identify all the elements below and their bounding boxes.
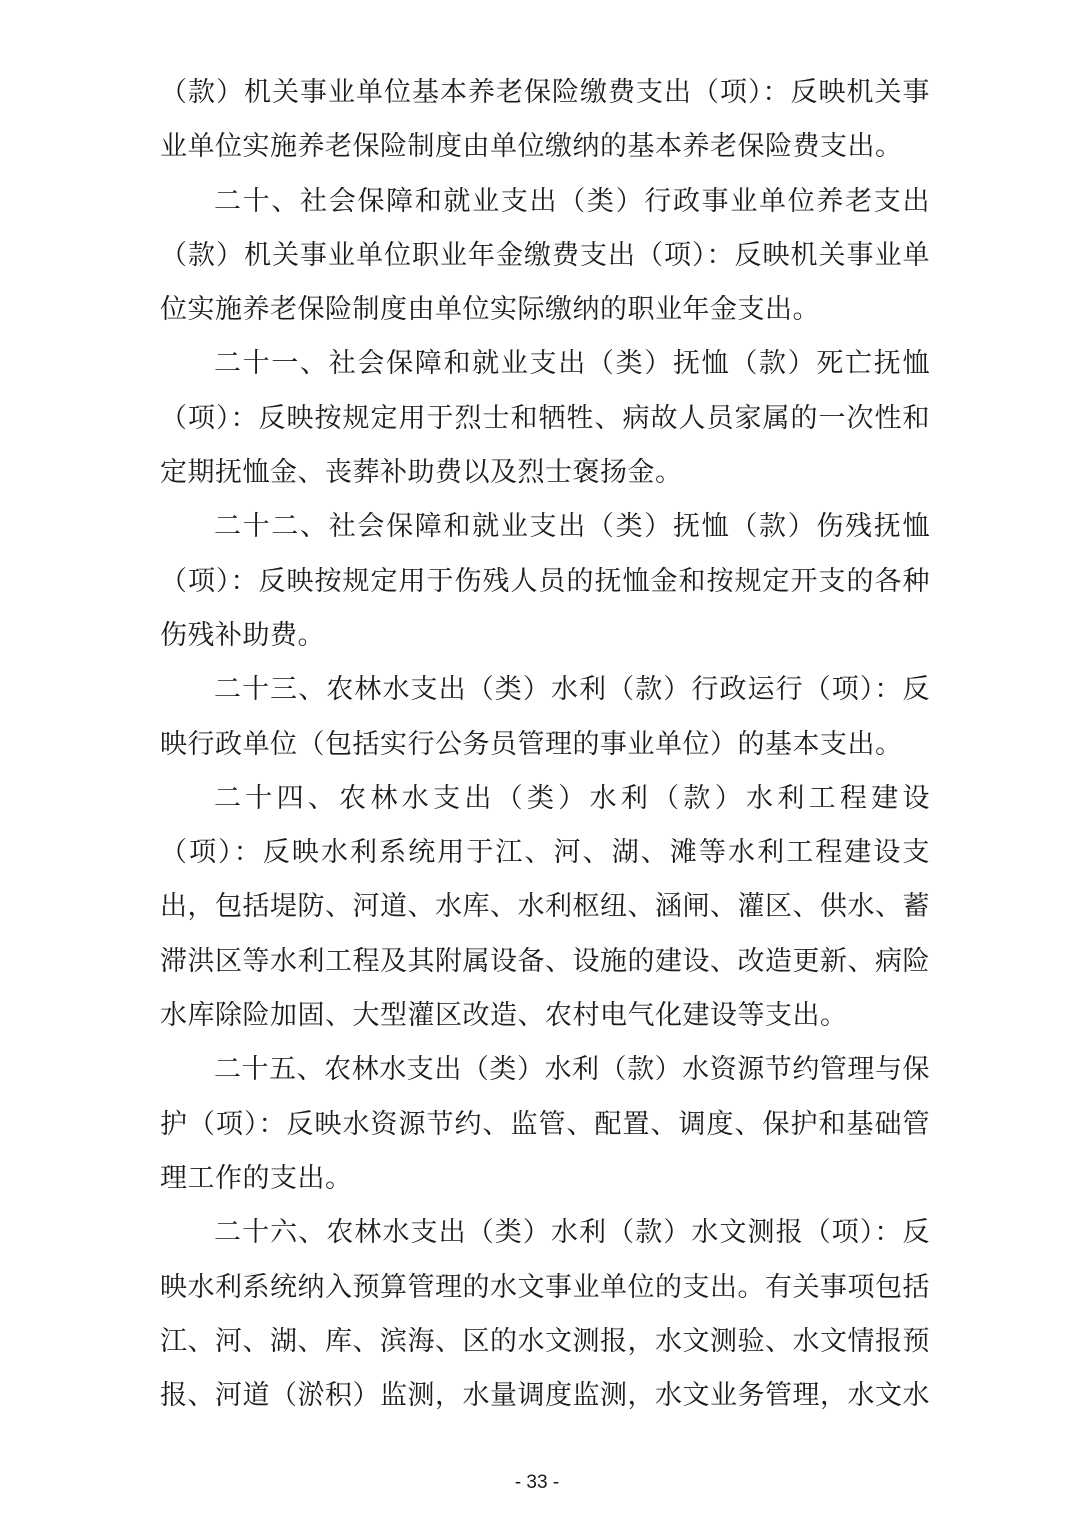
paragraph-item-21: 二十一、社会保障和就业支出（类）抚恤（款）死亡抚恤（项）：反映按规定用于烈士和牺牲、病故人员家属的一次性和定期抚恤金、丧葬补助费以及烈士褒扬金。: [160, 348, 930, 489]
paragraph-item-25: 二十五、农林水支出（类）水利（款）水资源节约管理与保护（项）：反映水资源节约、监管、配置、调度、保护和基础管理工作的支出。: [160, 1054, 930, 1194]
paragraph-item-24: 二十四、农林水支出（类）水利（款）水利工程建设（项）：反映水利系统用于江、河、湖、滩等水利工程建设支出，包括堤防、河道、水库、水利枢纽、涵闸、灌区、供水、蓄滞洪区等水利工程及其附属设备、设施的建设、改造更新、病险水库除险加固、大型灌区改造、农村电气化建设等支出。: [160, 782, 930, 1032]
body-text: [160, 66, 930, 1423]
paragraph-item-20: 二十、社会保障和就业支出（类）行政事业单位养老支出（款）机关事业单位职业年金缴费支出（项）：反映机关事业单位实施养老保险制度由单位实际缴纳的职业年金支出。: [160, 185, 930, 326]
page-number: - 33 -: [514, 1472, 560, 1493]
paragraph-continuation: （款）机关事业单位基本养老保险缴费支出（项）：反映机关事业单位实施养老保险制度由单位缴纳的基本养老保险费支出。: [160, 77, 930, 163]
paragraph-item-23: 二十三、农林水支出（类）水利（款）行政运行（项）：反映行政单位（包括实行公务员管理的事业单位）的基本支出。: [160, 674, 930, 760]
paragraph-item-22: 二十二、社会保障和就业支出（类）抚恤（款）伤残抚恤（项）：反映按规定用于伤残人员的抚恤金和按规定开支的各种伤残补助费。: [160, 511, 930, 651]
paragraph-item-26: 二十六、农林水支出（类）水利（款）水文测报（项）：反映水利系统纳入预算管理的水文事业单位的支出。有关事项包括江、河、湖、库、滨海、区的水文测报，水文测验、水文情报预报、河道（淤积）监测，水量调度监测，水文业务管理，水文水: [160, 1217, 930, 1412]
